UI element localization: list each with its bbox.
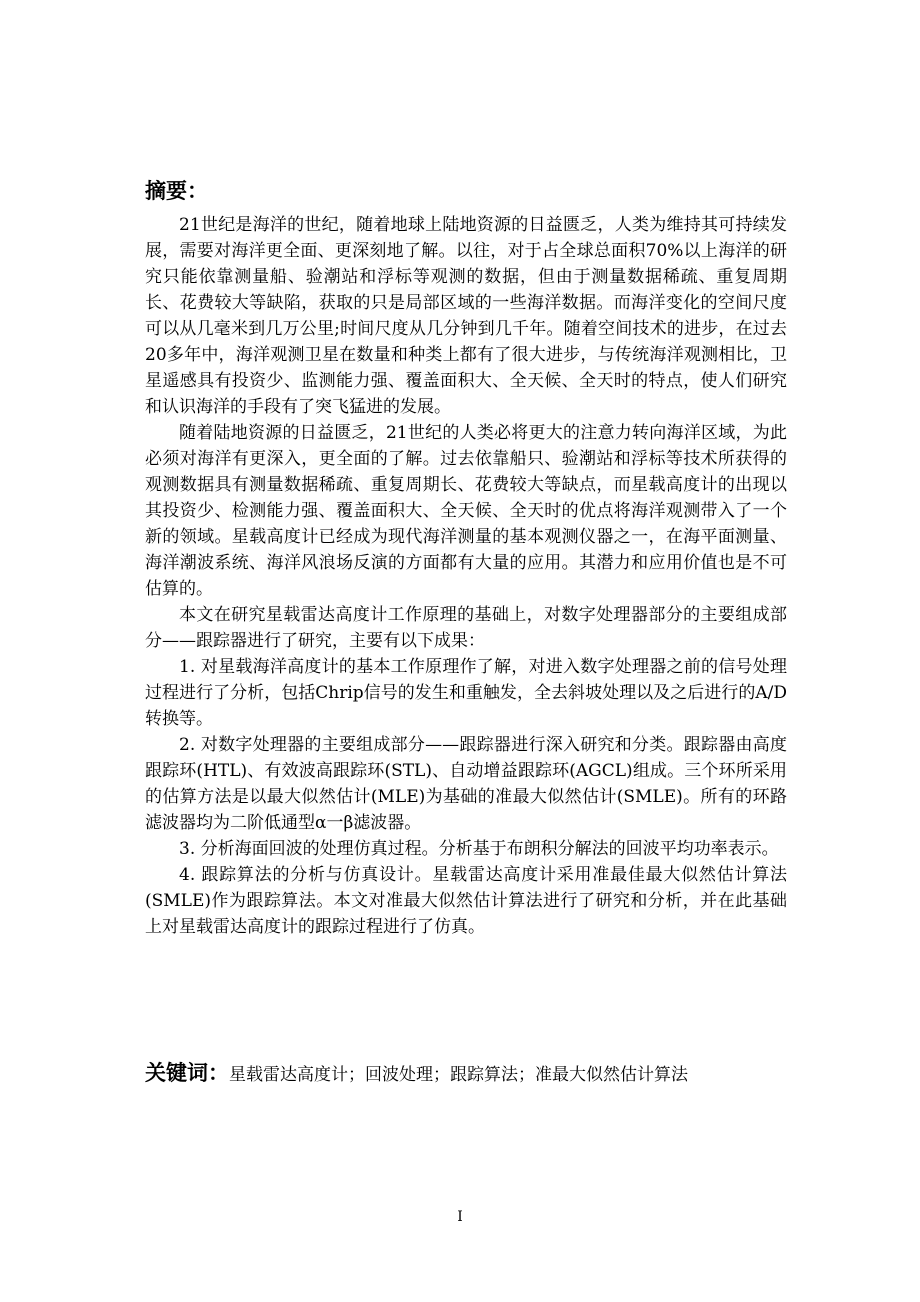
abstract-paragraph-3: 本文在研究星载雷达高度计工作原理的基础上，对数字处理器部分的主要组成部分——跟踪器进行了研究，主要有以下成果： xyxy=(145,605,787,651)
keywords-label: 关键词： xyxy=(145,1061,229,1085)
abstract-body xyxy=(145,212,787,940)
abstract-paragraph-2: 随着陆地资源的日益匮乏，21世纪的人类必将更大的注意力转向海洋区域，为此必须对海洋有更深入，更全面的了解。过去依靠船只、验潮站和浮标等技术所获得的观测数据具有测量数据稀疏、重复周期长、花费较大等缺点，而星载高度计的出现以其投资少、检测能力强、覆盖面积大、全天候、全天时的优点将海洋观测带入了一个新的领域。星载高度计已经成为现代海洋测量的基本观测仪器之一，在海平面测量、海洋潮波系统、海洋风浪场反演的方面都有大量的应用。其潜力和应用价值也是不可估算的。 xyxy=(145,423,787,599)
abstract-heading: 摘要： xyxy=(145,179,208,203)
result-item-3: 3. 分析海面回波的处理仿真过程。分析基于布朗积分解法的回波平均功率表示。 xyxy=(179,839,779,859)
result-item-2: 2. 对数字处理器的主要组成部分——跟踪器进行深入研究和分类。跟踪器由高度跟踪环(HTL)、有效波高跟踪环(STL)、自动增益跟踪环(AGCL)组成。三个环所采用的估算方法是以最大似然估计(MLE)为基础的准最大似然估计(SMLE)。所有的环路滤波器均为二阶低通型α一β滤波器。 xyxy=(145,735,787,833)
keywords-text: 星载雷达高度计；回波处理；跟踪算法；准最大似然估计算法 xyxy=(229,1065,688,1085)
abstract-paragraph-1: 21世纪是海洋的世纪，随着地球上陆地资源的日益匮乏，人类为维持其可持续发展，需要对海洋更全面、更深刻地了解。以往，对于占全球总面积70%以上海洋的研究只能依靠测量船、验潮站和浮标等观测的数据，但由于测量数据稀疏、重复周期长、花费较大等缺陷，获取的只是局部区域的一些海洋数据。而海洋变化的空间尺度可以从几毫米到几万公里;时间尺度从几分钟到几千年。随着空间技术的进步，在过去20多年中，海洋观测卫星在数量和种类上都有了很大进步，与传统海洋观测相比，卫星遥感具有投资少、监测能力强、覆盖面积大、全天候、全天时的特点，使人们研究和认识海洋的手段有了突飞猛进的发展。 xyxy=(145,215,787,417)
result-item-1: 1. 对星载海洋高度计的基本工作原理作了解，对进入数字处理器之前的信号处理过程进行了分析，包括Chrip信号的发生和重触发，全去斜坡处理以及之后进行的A/D转换等。 xyxy=(145,657,787,729)
page-number: I xyxy=(457,1209,463,1225)
result-item-4: 4. 跟踪算法的分析与仿真设计。星载雷达高度计采用准最佳最大似然估计算法(SMLE)作为跟踪算法。本文对准最大似然估计算法进行了研究和分析，并在此基础上对星载雷达高度计的跟踪过程进行了仿真。 xyxy=(145,865,787,937)
keywords-line xyxy=(145,1058,795,1090)
